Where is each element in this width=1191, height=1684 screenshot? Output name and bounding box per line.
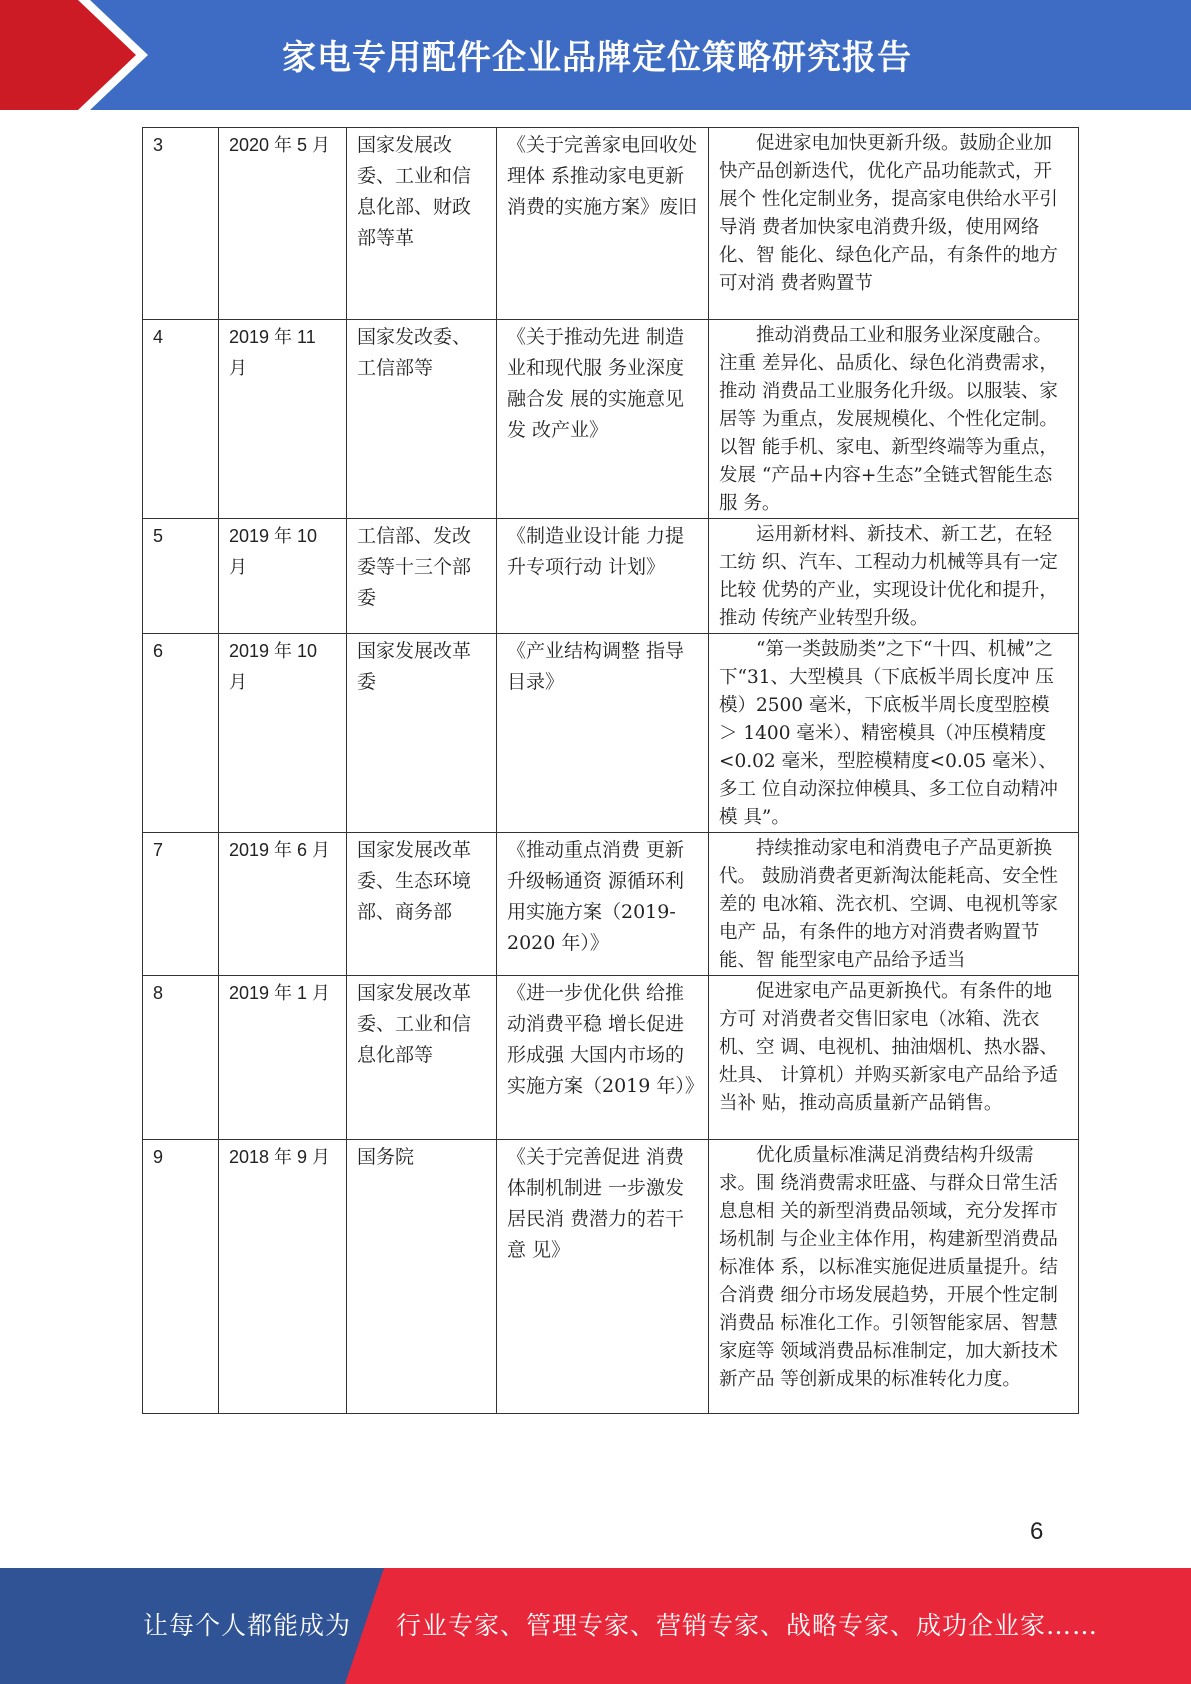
page-number: 6 [1030,1518,1044,1545]
table-row [143,128,1079,320]
issue-date: 2019 年 1 月 [219,976,347,1140]
row-number: 6 [143,634,219,833]
policy-document: 《关于完善家电回收处理体 系推动家电更新 消费的实施方案》废旧 [497,128,709,320]
row-number: 3 [143,128,219,320]
policy-content: 持续推动家电和消费电子产品更新换代。 鼓励消费者更新淘汰能耗高、安全性差的 电冰箱、洗衣机、空调、电视机等家电产 品，有条件的地方对消费者购置节能、智 能型家电产品给予适当 [709,833,1079,976]
issue-date: 2019 年 11 月 [219,320,347,519]
row-number: 9 [143,1140,219,1414]
policy-document: 《关于完善促进 消费体制机制进 一步激发居民消 费潜力的若干意 见》 [497,1140,709,1414]
policy-content: 推动消费品工业和服务业深度融合。注重 差异化、品质化、绿色化消费需求，推动 消费品工业服务化升级。以服装、家居等 为重点，发展规模化、个性化定制。以智 能手机、家电、新型终端等为重点，发展 “产品+内容+生态”全链式智能生态服 务。 [709,320,1079,519]
policy-content: 促进家电产品更新换代。有条件的地方可 对消费者交售旧家电（冰箱、洗衣机、空 调、电视机、抽油烟机、热水器、灶具、 计算机）并购买新家电产品给予适当补 贴，推动高质量新产品销售。 [709,976,1079,1140]
issuing-department: 国家发展改革委、生态环境部、商务部 [347,833,497,976]
issue-date: 2019 年 6 月 [219,833,347,976]
table-row [143,833,1079,976]
table-row [143,519,1079,634]
table-row [143,634,1079,833]
issue-date: 2018 年 9 月 [219,1140,347,1414]
row-number: 7 [143,833,219,976]
issuing-department: 工信部、发改委等十三个部委 [347,519,497,634]
issue-date: 2020 年 5 月 [219,128,347,320]
row-number: 8 [143,976,219,1140]
issue-date: 2019 年 10 月 [219,519,347,634]
policy-document: 《进一步优化供 给推动消费平稳 增长促进形成强 大国内市场的实施方案（2019 年）》 [497,976,709,1140]
policy-document: 《推动重点消费 更新升级畅通资 源循环利用实施方案（2019- 2020 年）》 [497,833,709,976]
issuing-department: 国家发改委、工信部等 [347,320,497,519]
report-title: 家电专用配件企业品牌定位策略研究报告 [282,38,912,78]
policy-content: “第一类鼓励类”之下“十四、机械”之下“31、大型模具（下底板半周长度冲 压模）2500 毫米，下底板半周长度型腔模 ＞ 1400 毫米）、精密模具（冲压模精度 <0.02 毫米，型腔模精度<0.05 毫米）、多工 位自动深拉伸模具、多工位自动精冲模 具”。 [709,634,1079,833]
footer-slogan-left: 让每个人都能成为 [143,1611,352,1640]
issuing-department: 国家发展改革委 [347,634,497,833]
row-number: 4 [143,320,219,519]
policy-document: 《制造业设计能 力提升专项行动 计划》 [497,519,709,634]
row-number: 5 [143,519,219,634]
policy-content: 优化质量标准满足消费结构升级需求。围 绕消费需求旺盛、与群众日常生活息息相 关的新型消费品领域，充分发挥市场机制 与企业主体作用，构建新型消费品标准体 系，以标准实施促进质量提升。结合消费 细分市场发展趋势，开展个性定制消费品 标准化工作。引领智能家居、智慧家庭等 领域消费品标准制定，加大新技术新产品 等创新成果的标准转化力度。 [709,1140,1079,1414]
footer-slogan-right: 行业专家、管理专家、营销专家、战略专家、成功企业家…… [396,1611,1099,1640]
table-row [143,976,1079,1140]
issuing-department: 国务院 [347,1140,497,1414]
page-header [0,0,1191,110]
page-footer [0,1568,1191,1684]
policy-table-grid [142,127,1079,1414]
policy-table [142,127,1078,1414]
issuing-department: 国家发展改革委、工业和信息化部等 [347,976,497,1140]
policy-content: 促进家电加快更新升级。鼓励企业加快产品创新迭代，优化产品功能款式，开展个 性化定制业务，提高家电供给水平引导消 费者加快家电消费升级，使用网络化、智 能化、绿色化产品，有条件的地方可对消 费者购置节 [709,128,1079,320]
policy-document: 《产业结构调整 指导目录》 [497,634,709,833]
table-row [143,1140,1079,1414]
issue-date: 2019 年 10 月 [219,634,347,833]
policy-content: 运用新材料、新技术、新工艺，在轻工纺 织、汽车、工程动力机械等具有一定比较 优势的产业，实现设计优化和提升，推动 传统产业转型升级。 [709,519,1079,634]
policy-document: 《关于推动先进 制造业和现代服 务业深度融合发 展的实施意见发 改产业》 [497,320,709,519]
table-row [143,320,1079,519]
issuing-department: 国家发展改委、工业和信息化部、财政部等革 [347,128,497,320]
